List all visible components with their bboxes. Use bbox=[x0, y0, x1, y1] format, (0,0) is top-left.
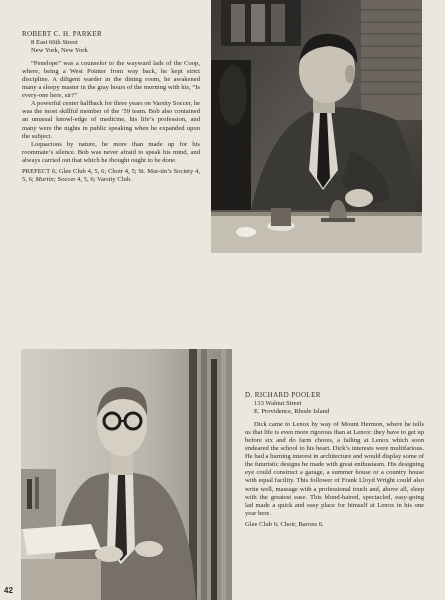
pooler-bio bbox=[245, 391, 424, 529]
page-number: 42 bbox=[4, 586, 13, 595]
pooler-name: D. RICHARD POOLER bbox=[245, 391, 321, 399]
pooler-portrait-photo bbox=[21, 349, 232, 600]
parker-bio bbox=[22, 30, 200, 184]
parker-paragraph-2: A powerful center halfback for three years on Varsity Soccer, he was the most skillful member of the ’59 team. Bob also contained an unusual knowl-edge of medicine, his life’s profession, and many were the nights in public speaking when he expanded upon the subject. bbox=[22, 100, 200, 140]
parker-paragraph-3: Loquacious by nature, he more than made up for his roommate’s silence. Bob was never afraid to speak his mind, and always carried out that which he thought ought to be done. bbox=[22, 140, 200, 164]
pooler-activities: Glee Club 6; Choir, Barons 6. bbox=[245, 520, 324, 528]
pooler-address-line-2: E. Providence, Rhode Island bbox=[254, 408, 330, 416]
pooler-address-line-1: 133 Walnut Street bbox=[254, 400, 302, 408]
pooler-paragraph-1: Dick came to Lenox by way of Mount Hermon, where he tells us that life is even more rigorous than at Lenox: they have to get up before six and do farm chores, a failing at Lenox which soon endeared the school to his heart. Dick’s interests were multifarious. He had a burning interest in architecture and would display some of the futuristic designs he made with great enthusiasm. His designing eye could construct a garage, a summer house or a country house with equal facility. This follower of Frank Lloyd Wright could also write well, massage with a professional touch and, above all, sleep with the greatest ease. This blond-haired, spectacled, easy-going lad made a quick and easy place for himself at Lenox in his one year here. bbox=[245, 421, 424, 517]
parker-portrait-photo bbox=[211, 0, 422, 253]
parker-address-line-2: New York, New York bbox=[31, 47, 88, 55]
parker-address-line-1: 8 East 66th Street bbox=[31, 39, 78, 47]
parker-paragraph-1: “Penelope” was a counselor to the wayward lads of the Coop, where, being a West Pointer from way back, he kept strict discipline. A diligent warder in the dining room, he awakened many a sleepy master in the gray hours of the morning with his, “Is every-one here, sir?” bbox=[22, 60, 200, 100]
parker-activities: PREFECT 6; Glee Club 4, 5, 6; Choir 4, 5; St. Mar-tin’s Society 4, 5, 6; Martin; Soccer 4, 5, 6; Varsity Club. bbox=[22, 167, 200, 183]
parker-name: ROBERT C. H. PARKER bbox=[22, 30, 103, 38]
